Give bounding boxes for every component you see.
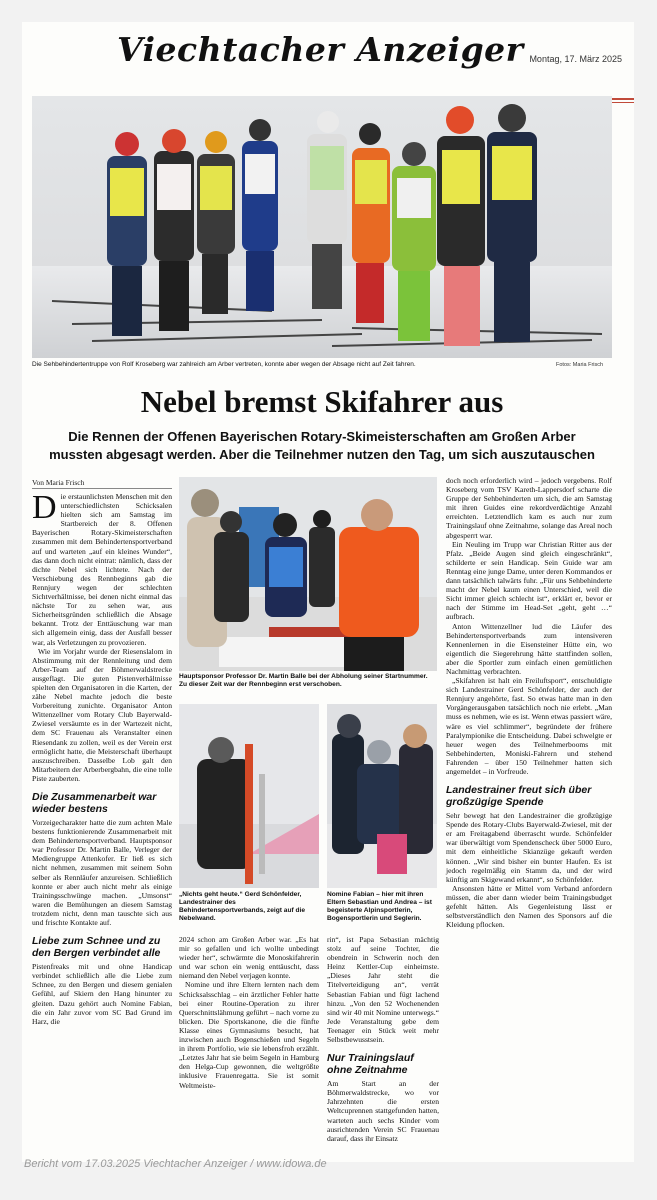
photo-balle-caption	[179, 673, 437, 689]
body-paragraph: rin“, ist Papa Sebastian mächtig stolz auf seine Tochter, die obendrein in Schwerin noch den Heinz Kettler-Cup einheimste. „Dieses Jahr steht die Titelverteidigung an“, verrät Sebastian Fabian und fügt lachend hinzu. „Von den 52 Wochenenden sind wir 40 mit Nomine unterwegs.“ Jede Veranstaltung gebe dem Teenager ein Stück weit mehr Selbstbewusstsein.	[327, 935, 439, 1045]
body-paragraph: doch noch erforderlich wird – jedoch vergebens. Rolf Kroseberg vom TSV Kareth-Lappersdorf scharte die Gruppe der Sehbehinderten um sich, die am Samstag mit ihren Guides eine rekordverdächtige Anzahl erreichten. Letztendlich kam es auch nur zum Trainingslauf ohne Zeitnahme, solange das Areal noch abgesperrt war.	[446, 476, 612, 540]
lead-paragraph	[32, 489, 172, 647]
body-paragraph: „Skifahren ist halt ein Freiluftsport“, entschuldigte sich Landestrainer Gerd Schönfelder, der auch der Rennjury angehörte, fast. So etwas hatte man in den Vorgängerausgaben tatsächlich noch nie erlebt. „Man muss es nehmen, wie es ist. Wenn etwas passiert wäre, wäre es viel schlimmer“, begründete der frühere Paralympionike die Entscheidung. Dabei schwelgte er heuer wegen des Teilnehmerbooms mit Sehbehinderten, Moniski-Fahrern und stehend Fahrenden – über 150 Teilnehmer hatten sich angemeldet – in Vorfreude.	[446, 676, 612, 776]
photo-schoenfelder	[179, 704, 319, 888]
drop-cap: D	[32, 489, 57, 526]
section-heading: Liebe zum Schnee und zu den Bergen verbindet alle	[32, 935, 161, 960]
body-paragraph: Ansonsten hätte er Mittel vom Verband anfordern müssen, die aber dann wieder beim Trainingsbudget gefehlt hätten. Als Gegenleistung lässt er selbstverständlich den Namen des Sponsors auf die Kleidung pflocken.	[446, 883, 612, 930]
body-paragraph: Sehr bewegt hat den Landestrainer die großzügige Spende des Rotary-Clubs Bayerwald-Zwiesel, mit der er am Freitagabend überrascht wurde. Schönfelder war überwältigt vom Spendenscheck über 5000 Euro, mit dem einheitliche Skianzüge gekauft werden können. „Wir sind bisher ein bunter Haufen. Es ist jedoch regelmäßig ein Stamm da, und der wird künftig am Skigewand erkannt“, so Schönfelder.	[446, 811, 612, 884]
article-column-4	[446, 476, 612, 1136]
photo-fabian-image	[327, 704, 437, 888]
body-paragraph: Vorzeigecharakter hatte die zum achten Male bestens funktionierende Zusammenarbeit mit dem Behindertensportverband. Hauptsponsor war Professor Dr. Martin Balle, Verleger der Mediengruppe Attenkofer. Er ließ es sich nicht nehmen, zusammen mit seinem Sohn selber als Rennläufer anzureisen. Schließlich konnte er aber auch nicht mehr als einige Trainingsschwünge machen. „Umsonst“ waren die Bemühungen an diesem Samstag trotzdem nicht, denn man tauschte sich aus und frischte Kontakte auf.	[32, 818, 172, 928]
body-paragraph: Anton Wittenzellner lud die Läufer des Behindertensportverbands zum intensiveren Kennenlernen in die Eisensteiner Hütte ein, wo eigentlich die Siegerehrung hätte stattfinden sollen, aber die Sportler zum einfach einen gemütlichen Nachmittag verbrachten.	[446, 621, 612, 676]
body-paragraph: Am Start an der Böhmerwaldstrecke, wo vor Jahrzehnten die ersten Weltcuprennen stattgefunden hatten, warteten auch sechs Kinder vom ausrichtenden Verein SC Frauenau darauf, dass ihr Einsatz	[327, 1079, 439, 1143]
newspaper-title: Viechtacher Anzeiger	[117, 30, 524, 69]
body-paragraph: 2024 schon am Großen Arber war. „Es hat mir so gefallen und ich wollte unbedingt wieder her“, schwärmte die Monoskifahrerin und war schon ein wenig enttäuscht, dass niemand den Nebel verjagen konnte.	[179, 935, 319, 981]
article-column-1	[32, 489, 172, 1134]
caption-bold: Hauptsponsor Professor Dr. Martin Balle bei der Abholung seiner Startnummer.	[179, 673, 428, 680]
article-column-2	[179, 935, 319, 1135]
section-heading: Die Zusammenarbeit war wieder bestens	[32, 791, 157, 815]
source-footer: Bericht vom 17.03.2025 Viechtacher Anzeiger / www.idowa.de	[24, 1158, 327, 1170]
lead-text: ie erstaunlichsten Menschen mit den unterschiedlichsten Schicksalen hielten sich am Samstag im Startbereich der 8. Offenen Bayerischen Rotary-Skimeisterschaften zusammen mit dem Behindertensportverband auf und warteten „auf ein kleines Wunder“, das dann doch nicht eintrat: nämlich, dass der dichte Nebel sich lichtete. Nach der Verschiebung des Rennbeginns gab die Rennjury wegen der schlechten Sichtverhältnisse, bei denen nicht einmal das nächste Tor zu sehen war, aus Sicherheitsgründen schließlich die Absage bekannt. Trotz der Enttäuschung war man sich allgemein einig, dass der Ausfall besser war, als Verletzungen zu provozieren.	[32, 492, 172, 647]
body-paragraph: Pistenfreaks mit und ohne Handicap verbindet schließlich alle die Liebe zum Schnee, zu den Bergen und diesem genialen Gefühl, auf Skiern den Hang hinunter zu gleiten. Dazu gehört auch Nomine Fabian, die ein Jahr zuvor vom SC Bad Grund im Harz, die	[32, 962, 172, 1026]
photo-balle	[179, 477, 437, 671]
hero-photo	[32, 96, 612, 358]
photo-schoenfelder-caption: „Nichts geht heute.“ Gerd Schönfelder, Landestrainer des Behindertensportverbands, zeigt auf die Nebelwand.	[179, 891, 306, 922]
photo-fabian	[327, 704, 437, 888]
masthead	[22, 26, 634, 76]
photo-schoenfelder-image	[179, 704, 319, 888]
hero-photo-image	[32, 96, 612, 358]
section-heading: Nur Trainingslauf ohne Zeitnahme	[327, 1052, 414, 1077]
article-column-3	[327, 935, 439, 1143]
body-paragraph: Nomine und ihre Eltern lernten nach dem Schicksalsschlag – ein ärztlicher Fehler hatte bei einer Routine-Operation zu ihrer Querschnittslähmung geführt – nach vorne zu blicken. Die Sportskanone, die die fünfte Klasse eines Gymnasiums besucht, hat inzwischen auch Bogenschießen und Segeln in ihrem Portfolio, wie sie lebensfroh erzählt. „Letztes Jahr hat sie beim Segeln in Hamburg den Helga-Cup gewonnen, die weltgrößte inklusive Frauenregatta. Sie ist somit Weltmeiste-	[179, 980, 319, 1090]
subheadline: Die Rennen der Offenen Bayerischen Rotary-Skimeisterschaften am Großen Arber mussten abgesagt werden. Aber die Teilnehmer nutzen den Tag, um sich auszutauschen	[49, 429, 595, 462]
issue-date: Montag, 17. März 2025	[529, 54, 622, 64]
hero-caption: Die Sehbehindertentruppe von Rolf Kroseberg war zahlreich am Arber vertreten, konnte aber wegen der Absage nicht auf Zeit fahren.	[32, 361, 416, 368]
photo-balle-image	[179, 477, 437, 671]
body-paragraph: Wie im Vorjahr wurde der Riesenslalom in Abstimmung mit der Rennleitung und dem Arber-Team auf der Böhmerwaldstrecke ausgeflagt. Die guten Pistenverhältnisse spielten den Organisatoren in die Karten, der zähe Nebel machte jedoch die beste Vorbereitung zunichte. Organisator Anton Wittenzellner vom Rotary Club Bayerwald-Zwiesel versäumte es in der Wartezeit nicht, dem SC Frauenau als Veranstalter einen Riesendank zu zollen, weil es der Verein erst ermöglicht hatte, die Meisterschaft überhaupt auszuschreiben. Dasselbe Lob galt den Mitarbeitern der Arberbergbahn, die eine tolle Piste zauberten.	[32, 646, 172, 783]
body-paragraph: Ein Neuling im Trupp war Christian Ritter aus der Pfalz. „Beide Augen sind gleich eingeschränkt“, schilderte er sein Handicap. Sein Guide war am Renntag eine junge Dame, unter deren Kommandos er dann tatsächlich talwärts fuhr. „Für uns Sehbehinderte macht der Nebel kaum einen Unterschied, weil die Sicht immer gleich schlecht ist“, erklärt er, bevor er nach der Stimme im Head-Set „geht, geht …“ aufbrach.	[446, 539, 612, 622]
headline: Nebel bremst Skifahrer aus	[140, 384, 504, 419]
photo-credit: Fotos: Maria Frisch	[556, 362, 604, 368]
section-heading: Landestrainer freut sich über großzügige Spende	[446, 784, 592, 809]
caption-regular: Zu dieser Zeit war der Rennbeginn erst verschoben.	[179, 681, 342, 688]
photo-fabian-caption: Nomine Fabian – hier mit ihren Eltern Sebastian und Andrea – ist begeisterte Alpinsportlerin, Bogensportlerin und Seglerin.	[327, 891, 432, 922]
byline: Von Maria Frisch	[32, 478, 85, 487]
